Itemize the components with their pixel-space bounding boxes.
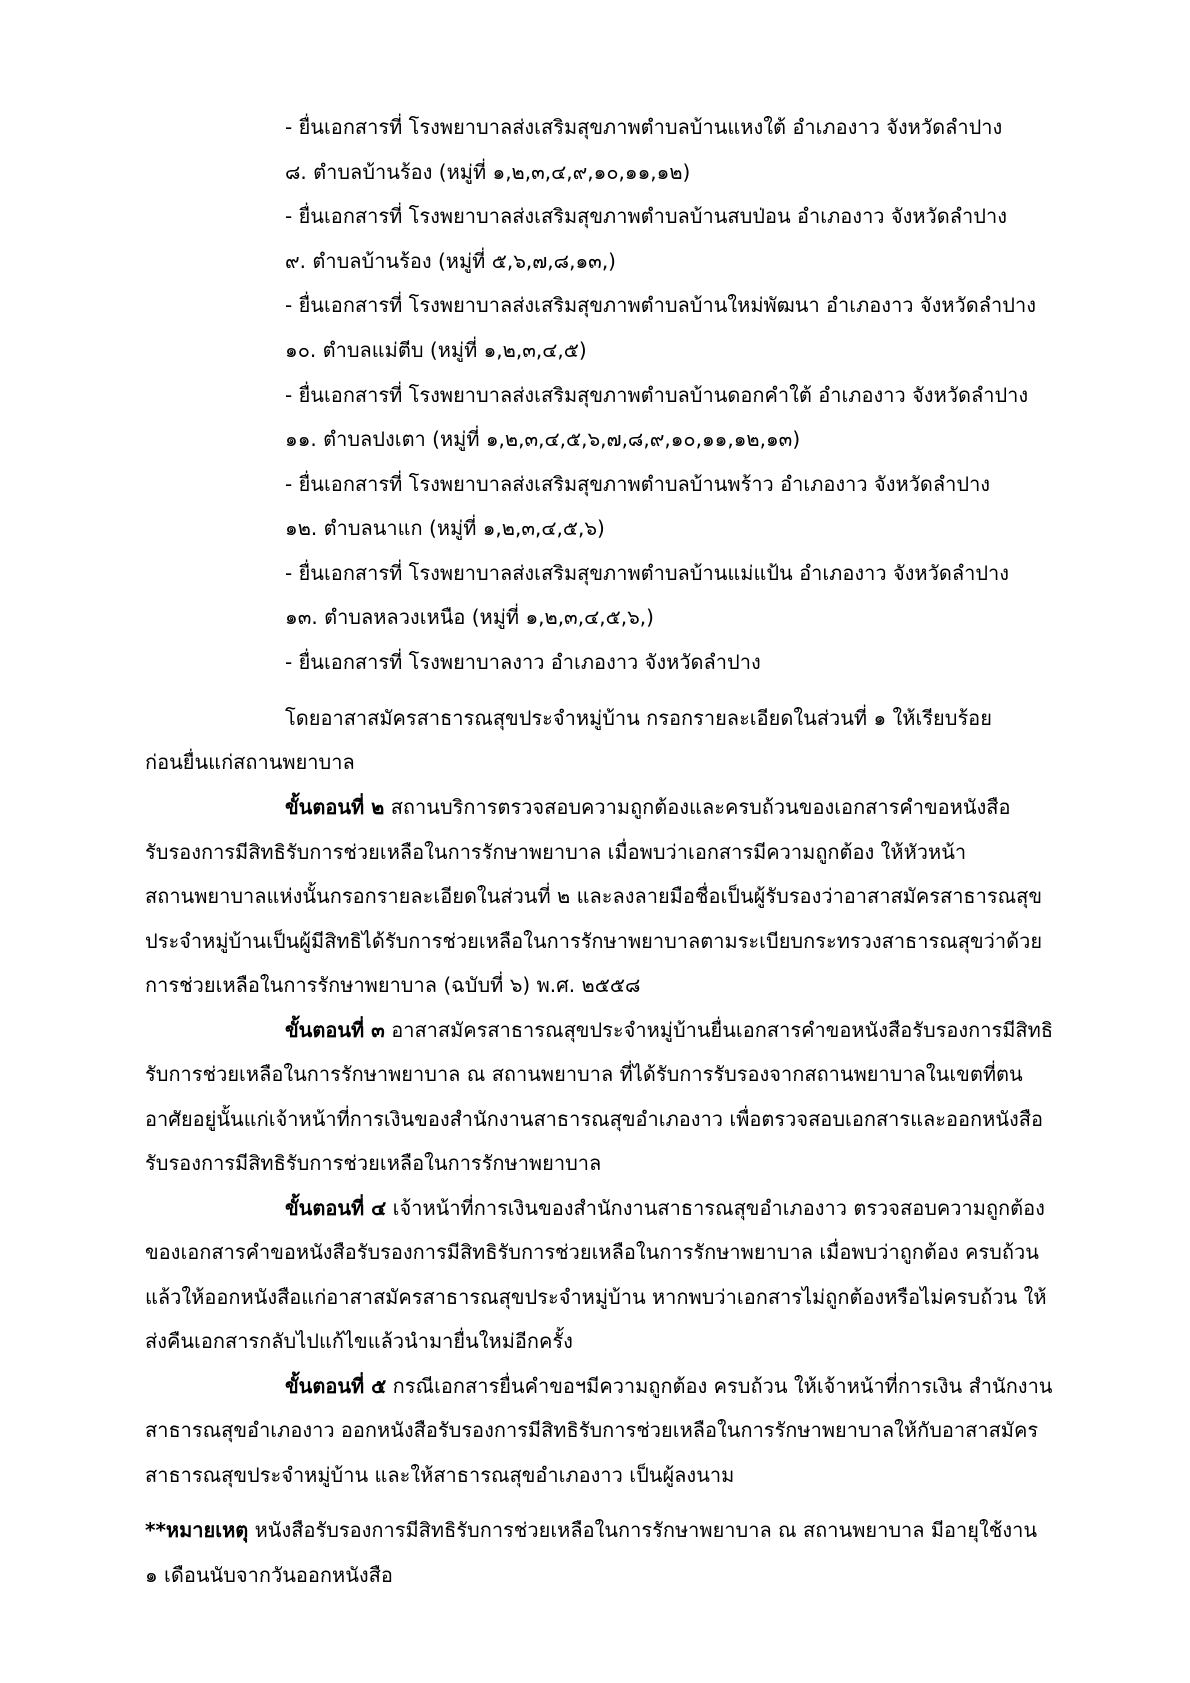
step-3-text: อาสาสมัครสาธารณสุขประจำหมู่บ้านยื่นเอกสารคำขอหนังสือรับรองการมีสิทธิ xyxy=(391,1018,1054,1042)
step-4-text: เจ้าหน้าที่การเงินของสำนักงานสาธารณสุขอำเภองาว ตรวจสอบความถูกต้อง xyxy=(392,1196,1045,1220)
step-5-line: สาธารณสุขประจำหมู่บ้าน และให้สาธารณสุขอำเภองาว เป็นผู้ลงนาม xyxy=(145,1463,735,1487)
site-submit-line: - ยื่นเอกสารที่ โรงพยาบาลส่งเสริมสุขภาพตำบลบ้านแหงใต้ อำเภองาว จังหวัดลำปาง xyxy=(285,115,1003,139)
step-4-line: ส่งคืนเอกสารกลับไปแก้ไขแล้วนำมายื่นใหม่อีกครั้ง xyxy=(145,1329,573,1353)
subdistrict-line: ๑๒. ตำบลนาแก (หมู่ที่ ๑,๒,๓,๔,๕,๖) xyxy=(285,516,605,540)
note-line: ๑ เดือนนับจากวันออกหนังสือ xyxy=(145,1563,393,1587)
subdistrict-line: ๙. ตำบลบ้านร้อง (หมู่ที่ ๕,๖,๗,๘,๑๓,) xyxy=(285,249,616,273)
intro-line: ก่อนยื่นแก่สถานพยาบาล xyxy=(145,750,355,774)
site-submit-line: - ยื่นเอกสารที่ โรงพยาบาลงาว อำเภองาว จังหวัดลำปาง xyxy=(285,650,761,674)
site-submit-line: - ยื่นเอกสารที่ โรงพยาบาลส่งเสริมสุขภาพตำบลบ้านแม่แป้น อำเภองาว จังหวัดลำปาง xyxy=(285,561,1010,585)
step-3-line: อาศัยอยู่นั้นแก่เจ้าหน้าที่การเงินของสำนักงานสาธารณสุขอำเภองาว เพื่อตรวจสอบเอกสารและออกหนังสือ xyxy=(145,1107,1044,1131)
step-3-label: ขั้นตอนที่ ๓ xyxy=(285,1018,385,1042)
step-2-line: ประจำหมู่บ้านเป็นผู้มีสิทธิได้รับการช่วยเหลือในการรักษาพยาบาลตามระเบียบกระทรวงสาธารณสุขว่าด้วย xyxy=(145,929,1043,953)
site-submit-line: - ยื่นเอกสารที่ โรงพยาบาลส่งเสริมสุขภาพตำบลบ้านดอกคำใต้ อำเภองาว จังหวัดลำปาง xyxy=(285,383,1029,407)
site-submit-line: - ยื่นเอกสารที่ โรงพยาบาลส่งเสริมสุขภาพตำบลบ้านสบป่อน อำเภองาว จังหวัดลำปาง xyxy=(285,204,1007,228)
step-2-first-line xyxy=(285,792,1011,822)
step-5-line: สาธารณสุขอำเภองาว ออกหนังสือรับรองการมีสิทธิรับการช่วยเหลือในการรักษาพยาบาลให้กับอาสาสมัคร xyxy=(145,1418,1039,1442)
step-3-line: รับรองการมีสิทธิรับการช่วยเหลือในการรักษาพยาบาล xyxy=(145,1151,602,1175)
step-5-first-line xyxy=(285,1371,1052,1401)
step-4-label: ขั้นตอนที่ ๔ xyxy=(285,1196,387,1220)
step-2-text: สถานบริการตรวจสอบความถูกต้องและครบถ้วนของเอกสารคำขอหนังสือ xyxy=(390,795,1011,819)
step-2-line: สถานพยาบาลแห่งนั้นกรอกรายละเอียดในส่วนที่ ๒ และลงลายมือชื่อเป็นผู้รับรองว่าอาสาสมัครสาธารณสุข xyxy=(145,884,1043,908)
step-2-line: การช่วยเหลือในการรักษาพยาบาล (ฉบับที่ ๖) พ.ศ. ๒๕๕๘ xyxy=(145,973,641,997)
step-5-label: ขั้นตอนที่ ๕ xyxy=(285,1374,387,1398)
step-5-text: กรณีเอกสารยื่นคำขอฯมีความถูกต้อง ครบถ้วน ให้เจ้าหน้าที่การเงิน สำนักงาน xyxy=(392,1374,1053,1398)
step-4-first-line xyxy=(285,1193,1045,1223)
note-first-line xyxy=(145,1515,1037,1545)
step-2-label: ขั้นตอนที่ ๒ xyxy=(285,795,385,819)
step-4-line: ของเอกสารคำขอหนังสือรับรองการมีสิทธิรับการช่วยเหลือในการรักษาพยาบาล เมื่อพบว่าถูกต้อง ครบถ้วน xyxy=(145,1240,1039,1264)
site-submit-line: - ยื่นเอกสารที่ โรงพยาบาลส่งเสริมสุขภาพตำบลบ้านพร้าว อำเภองาว จังหวัดลำปาง xyxy=(285,472,991,496)
intro-line: โดยอาสาสมัครสาธารณสุขประจำหมู่บ้าน กรอกรายละเอียดในส่วนที่ ๑ ให้เรียบร้อย xyxy=(285,706,992,730)
site-submit-line: - ยื่นเอกสารที่ โรงพยาบาลส่งเสริมสุขภาพตำบลบ้านใหม่พัฒนา อำเภองาว จังหวัดลำปาง xyxy=(285,293,1036,317)
step-4-line: แล้วให้ออกหนังสือแก่อาสาสมัครสาธารณสุขประจำหมู่บ้าน หากพบว่าเอกสารไม่ถูกต้องหรือไม่ครบถ้วน ให้ xyxy=(145,1285,1047,1309)
step-3-line: รับการช่วยเหลือในการรักษาพยาบาล ณ สถานพยาบาล ที่ได้รับการรับรองจากสถานพยาบาลในเขตที่ตน xyxy=(145,1062,1023,1086)
subdistrict-line: ๑๐. ตำบลแม่ตีบ (หมู่ที่ ๑,๒,๓,๔,๕) xyxy=(285,338,587,362)
note-text: หนังสือรับรองการมีสิทธิรับการช่วยเหลือในการรักษาพยาบาล ณ สถานพยาบาล มีอายุใช้งาน xyxy=(254,1518,1038,1542)
subdistrict-line: ๑๓. ตำบลหลวงเหนือ (หมู่ที่ ๑,๒,๓,๔,๕,๖,) xyxy=(285,605,654,629)
step-3-first-line xyxy=(285,1015,1053,1045)
subdistrict-line: ๑๑. ตำบลปงเตา (หมู่ที่ ๑,๒,๓,๔,๕,๖,๗,๘,๙,๑๐,๑๑,๑๒,๑๓) xyxy=(285,427,801,451)
subdistrict-line: ๘. ตำบลบ้านร้อง (หมู่ที่ ๑,๒,๓,๔,๙,๑๐,๑๑,๑๒) xyxy=(285,160,691,184)
step-2-line: รับรองการมีสิทธิรับการช่วยเหลือในการรักษาพยาบาล เมื่อพบว่าเอกสารมีความถูกต้อง ให้หัวหน้า xyxy=(145,840,967,864)
note-label: **หมายเหตุ xyxy=(145,1518,249,1542)
